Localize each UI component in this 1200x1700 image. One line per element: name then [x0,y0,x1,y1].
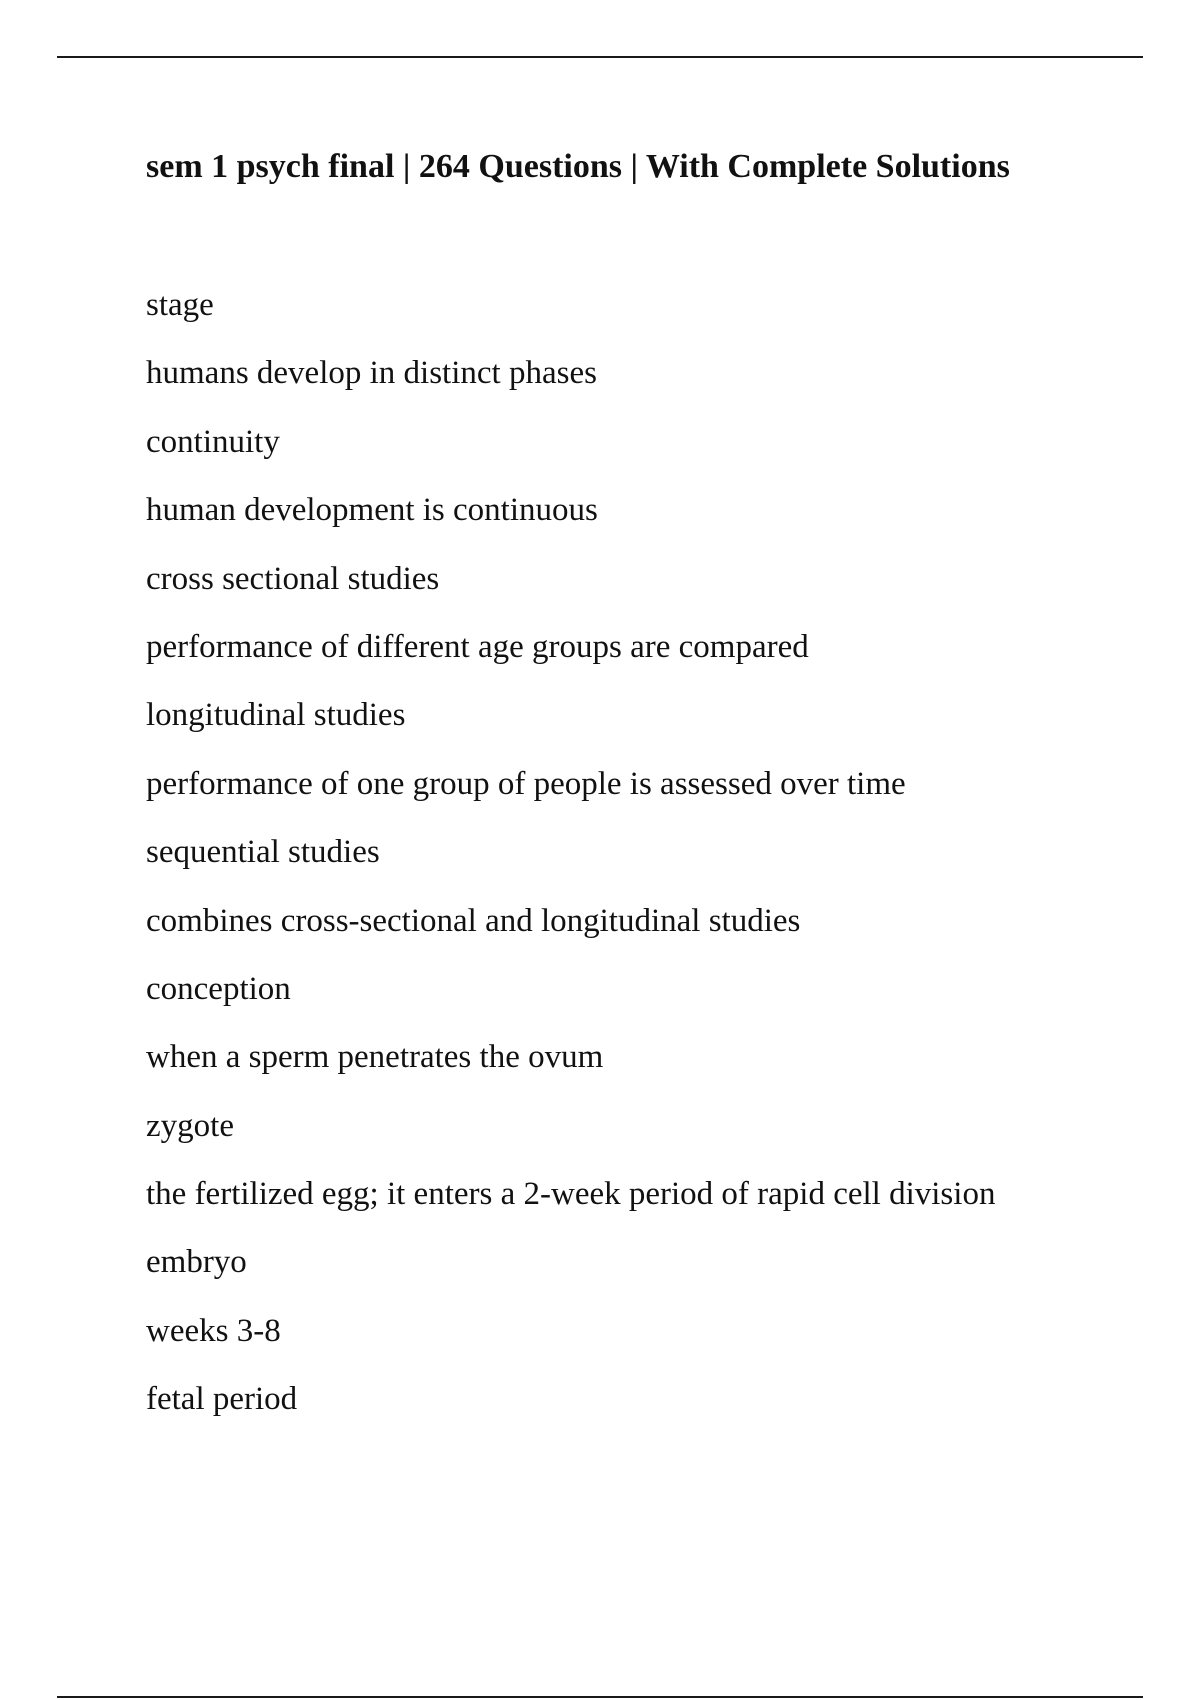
top-divider [57,56,1143,58]
bottom-divider [57,1696,1143,1698]
page-title: sem 1 psych final | 264 Questions | With Complete Solutions [146,148,1010,185]
definition-sequential-studies: combines cross-sectional and longitudinal studies [146,902,801,939]
definition-zygote: the fertilized egg; it enters a 2-week period of rapid cell division [146,1176,996,1213]
definition-stage: humans develop in distinct phases [146,355,597,392]
flashcard-list [146,280,995,1443]
definition-cross-sectional-studies: performance of different age groups are compared [146,628,809,665]
term-sequential-studies: sequential studies [146,834,380,871]
term-fetal-period: fetal period [146,1381,298,1418]
definition-embryo: weeks 3-8 [146,1312,281,1349]
term-cross-sectional-studies: cross sectional studies [146,560,440,597]
term-stage: stage [146,287,214,323]
definition-continuity: human development is continuous [146,492,598,529]
term-zygote: zygote [146,1107,234,1144]
term-conception: conception [146,970,291,1007]
term-embryo: embryo [146,1244,247,1281]
definition-conception: when a sperm penetrates the ovum [146,1039,604,1076]
definition-longitudinal-studies: performance of one group of people is assessed over time [146,765,906,802]
term-continuity: continuity [146,423,280,460]
term-longitudinal-studies: longitudinal studies [146,697,406,734]
